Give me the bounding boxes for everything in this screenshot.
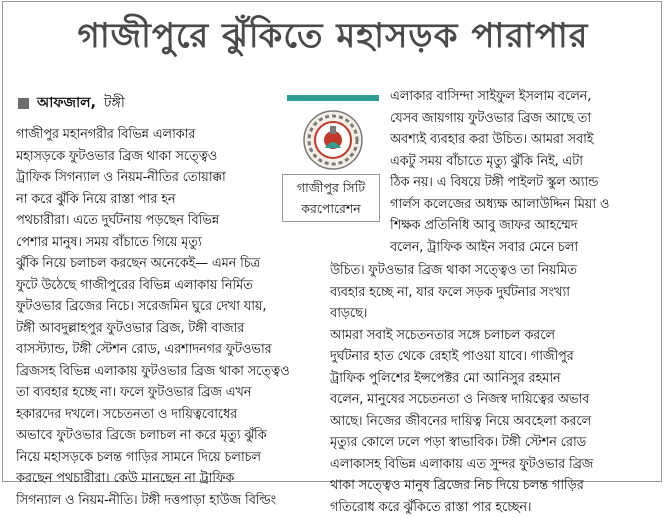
text-line: ট্রাফিক সিগন্যাল ও নিয়ম-নীতির তোয়াক্কা (16, 167, 321, 189)
text-line: গার্লস কলেজের অধ্যক্ষ আলাউদ্দিন মিয়া ও (390, 194, 656, 216)
text-line: ঝুঁকি নিয়ে চলাচল করছেন অনেকেই— এমন চিত্র (16, 253, 321, 275)
text-line: গতিরোধ করে ঝুঁকিতে রাস্তা পার হচ্ছেন। (330, 497, 660, 518)
byline-location: টঙ্গী (104, 91, 125, 115)
headline: গাজীপুরে ঝুঁকিতে মহাসড়ক পারাপার (0, 16, 666, 56)
bullet-square-icon (18, 98, 29, 109)
accent-bar (287, 95, 379, 101)
text-line: করছেন পথচারীরা। কেউ মানছেন না ট্রাফিক (16, 468, 321, 490)
text-line: ঠিক নয়। এ বিষয়ে টঙ্গী পাইলট স্কুল অ্যান্ড (390, 172, 656, 194)
text-line: ফুটে উঠেছে গাজীপুরের বিভিন্ন এলাকায় নির্মিত (16, 275, 321, 297)
text-line: ট্রাফিক পুলিশের ইন্সপেক্টর মো আনিসুর রহমান (330, 368, 660, 390)
caption-line: করপোরেশন (283, 198, 379, 219)
left-column (16, 124, 321, 511)
text-line: পথচারীরা। এতে দুর্ঘটনায় পড়ছেন বিভিন্ন (16, 210, 321, 232)
right-column-top (390, 86, 656, 258)
byline (18, 92, 125, 114)
text-line: শিক্ষক প্রতিনিধি আবু জাফর আহম্মেদ (390, 215, 656, 237)
text-line: যেসব জায়গায় ফুটওভার ব্রিজ আছে তা (390, 108, 656, 130)
text-line: বলেন, মানুষের সচেতনতা ও নিজস্ব দায়িত্বের অভাব (330, 389, 660, 411)
text-line: অভাবে ফুটওভার ব্রিজে চলাচল না করে মৃত্যু ঝুঁকি (16, 425, 321, 447)
text-line: মহাসড়কে ফুটওভার ব্রিজ থাকা সত্ত্বেও (16, 146, 321, 168)
caption-line: গাজীপুর সিটি (283, 177, 379, 198)
text-line: পেশার মানুষ। সময় বাঁচাতে গিয়ে মৃত্যু (16, 232, 321, 254)
text-line: ব্রিজসহ বিভিন্ন এলাকায় ফুটওভার ব্রিজ থাকা সত্ত্বেও (16, 361, 321, 383)
right-column-bottom (330, 260, 660, 518)
text-line: সিগন্যাল ও নিয়ম-নীতি। টঙ্গী দত্তপাড়া হাউজ বিল্ডিং (16, 490, 321, 512)
text-line: গাজীপুর মহানগরীর বিভিন্ন এলাকার (16, 124, 321, 146)
text-line: হকারদের দখলে। সচেতনতা ও দায়িত্ববোধের (16, 404, 321, 426)
text-line: দুর্ঘটনার হাত থেকে রেহাই পাওয়া যাবে। গাজীপুর (330, 346, 660, 368)
text-line: না করে ঝুঁকি নিয়ে রাস্তা পার হন (16, 189, 321, 211)
text-line: অবশ্যই ব্যবহার করা উচিত। আমরা সবাই (390, 129, 656, 151)
text-line: বাড়ছে। (330, 303, 660, 325)
byline-author: আফজাল, (37, 91, 96, 115)
text-line: মৃত্যুর কোলে ঢলে পড়া স্বাভাবিক। টঙ্গী স্টেশন রোড (330, 432, 660, 454)
text-line: এলাকাসহ বিভিন্ন এলাকায় এত সুন্দর ফুটওভার ব্রিজ (330, 454, 660, 476)
text-line: নিয়ে মহাসড়কে চলন্ত গাড়ির সামনে দিয়ে চলাচল (16, 447, 321, 469)
text-line: একটু সময় বাঁচাতে মৃত্যু ঝুঁকি নিই, এটা (390, 151, 656, 173)
text-line: বলেন, ট্রাফিক আইন সবার মেনে চলা (390, 237, 656, 259)
text-line: টঙ্গী আবদুল্লাহপুর ফুটওভার ব্রিজ, টঙ্গী বাজার (16, 318, 321, 340)
text-line: উচিত। ফুটওভার ব্রিজ থাকা সত্ত্বেও তা নিয়মিত (330, 260, 660, 282)
text-line: ফুটওভার ব্রিজের নিচে। সরেজমিন ঘুরে দেখা যায়, (16, 296, 321, 318)
text-line: তা ব্যবহার হচ্ছে না। ফলে ফুটওভার ব্রিজ এখন (16, 382, 321, 404)
text-line: বাসস্ট্যান্ড, টঙ্গী স্টেশন রোড, এরশাদনগর ফুটওভার (16, 339, 321, 361)
text-line: আছে। নিজের জীবনের দায়িত্ব নিয়ে অবহেলা করলে (330, 411, 660, 433)
text-line: থাকা সত্ত্বেও মানুষ ব্রিজের নিচ দিয়ে চলন্ত গাড়ির (330, 475, 660, 497)
text-line: এলাকার বাসিন্দা সাইফুল ইসলাম বলেন, (390, 86, 656, 108)
text-line: ব্যবহার হচ্ছে না, যার ফলে সড়ক দুর্ঘটনার সংখ্যা (330, 282, 660, 304)
text-line: আমরা সবাই সচেতনতার সঙ্গে চলাচল করলে (330, 325, 660, 347)
